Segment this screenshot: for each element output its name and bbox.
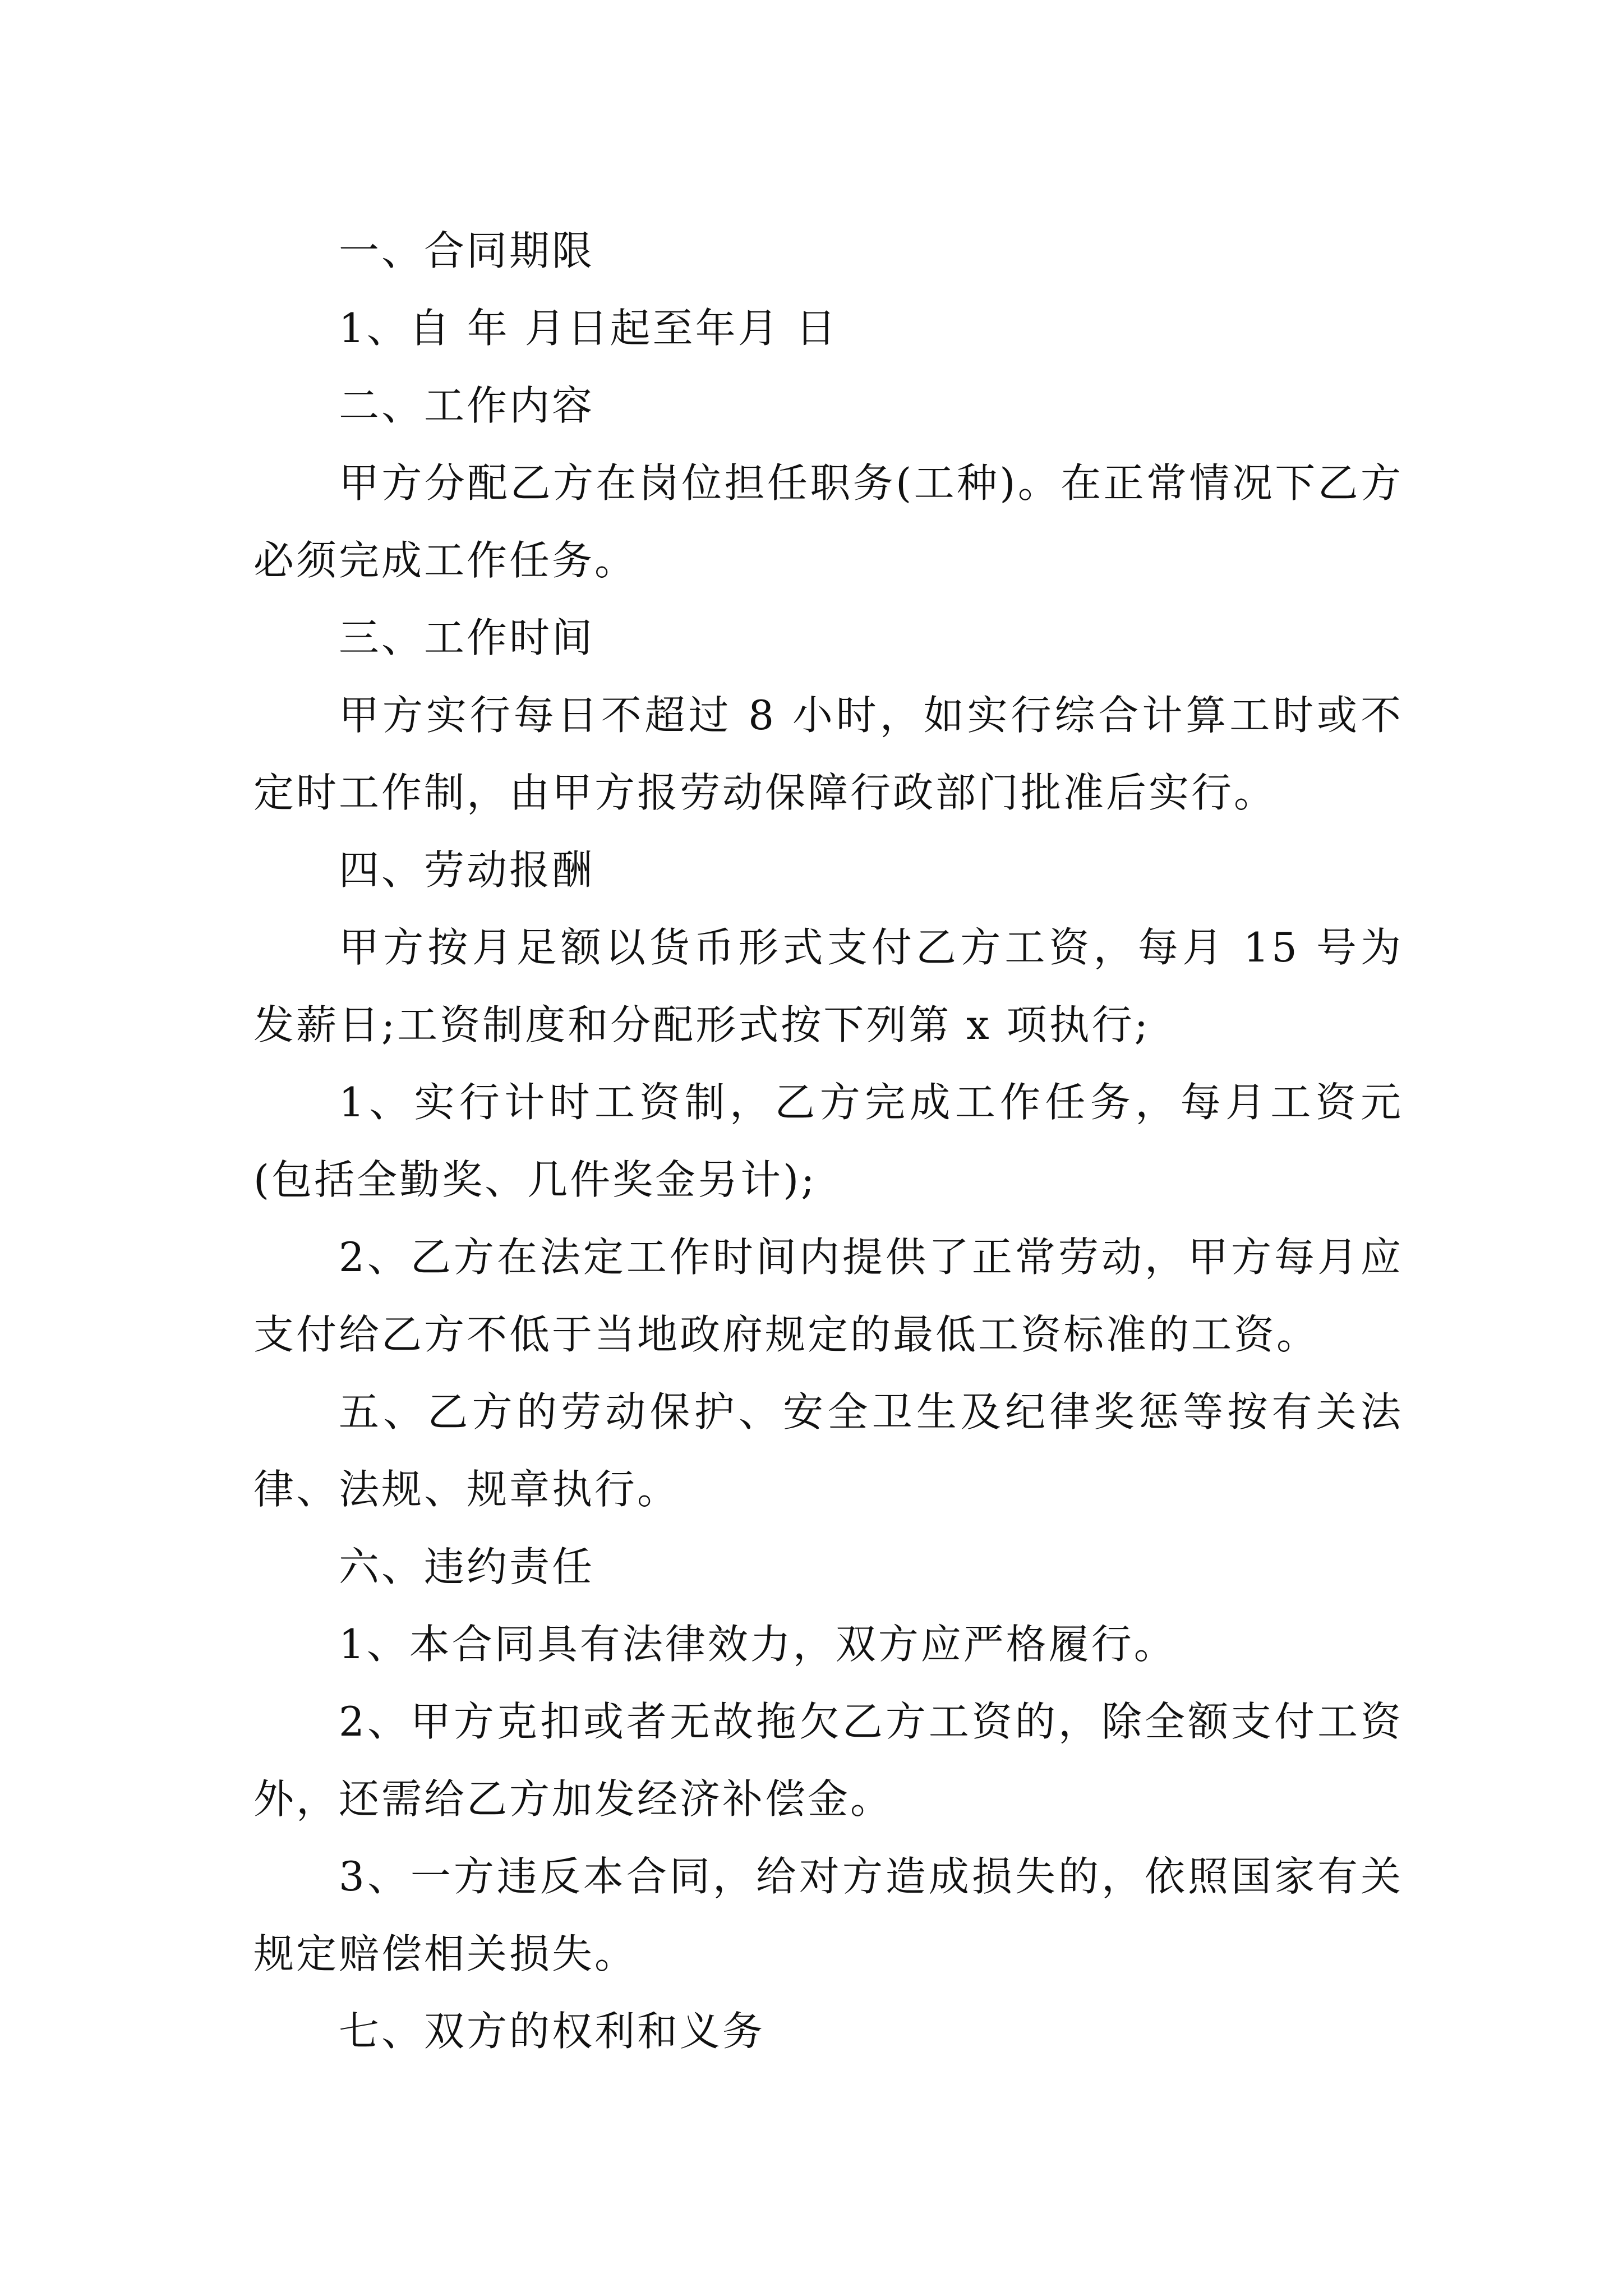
work-hours-paragraph: 甲方实行每日不超过 8 小时，如实行综合计算工时或不定时工作制，由甲方报劳动保障行政部门批准后实行。: [253, 692, 1403, 816]
liability-item-3: 3、一方违反本合同，给对方造成损失的，依照国家有关规定赔偿相关损失。: [253, 1853, 1403, 1977]
term-dates: 1、自 年 月日起至年月 日: [339, 305, 838, 352]
compensation-paragraph: 甲方按月足额以货币形式支付乙方工资，每月 15 号为发薪日;工资制度和分配形式按下列第 x 项执行;: [253, 924, 1403, 1048]
section-heading-compensation: 四、劳动报酬: [339, 846, 595, 894]
compensation-item-2: 2、乙方在法定工作时间内提供了正常劳动，甲方每月应支付给乙方不低于当地政府规定的最低工资标准的工资。: [253, 1234, 1403, 1358]
section-heading-liability: 六、违约责任: [339, 1543, 595, 1590]
document-body: [253, 212, 1403, 2070]
section-heading-rights-obligations: 七、双方的权利和义务: [339, 2008, 766, 2055]
section-heading-work-hours: 三、工作时间: [339, 614, 595, 661]
section-heading-term: 一、合同期限: [339, 227, 595, 274]
work-content-paragraph: 甲方分配乙方在岗位担任职务(工种)。在正常情况下乙方必须完成工作任务。: [253, 459, 1403, 584]
section-protection-paragraph: 五、乙方的劳动保护、安全卫生及纪律奖惩等按有关法律、法规、规章执行。: [253, 1388, 1403, 1513]
liability-item-2: 2、甲方克扣或者无故拖欠乙方工资的，除全额支付工资外，还需给乙方加发经济补偿金。: [253, 1698, 1403, 1823]
section-heading-work-content: 二、工作内容: [339, 382, 595, 429]
liability-item-1: 1、本合同具有法律效力，双方应严格履行。: [339, 1621, 1177, 1668]
compensation-item-1: 1、实行计时工资制，乙方完成工作任务，每月工资元(包括全勤奖、几件奖金另计);: [253, 1079, 1403, 1203]
